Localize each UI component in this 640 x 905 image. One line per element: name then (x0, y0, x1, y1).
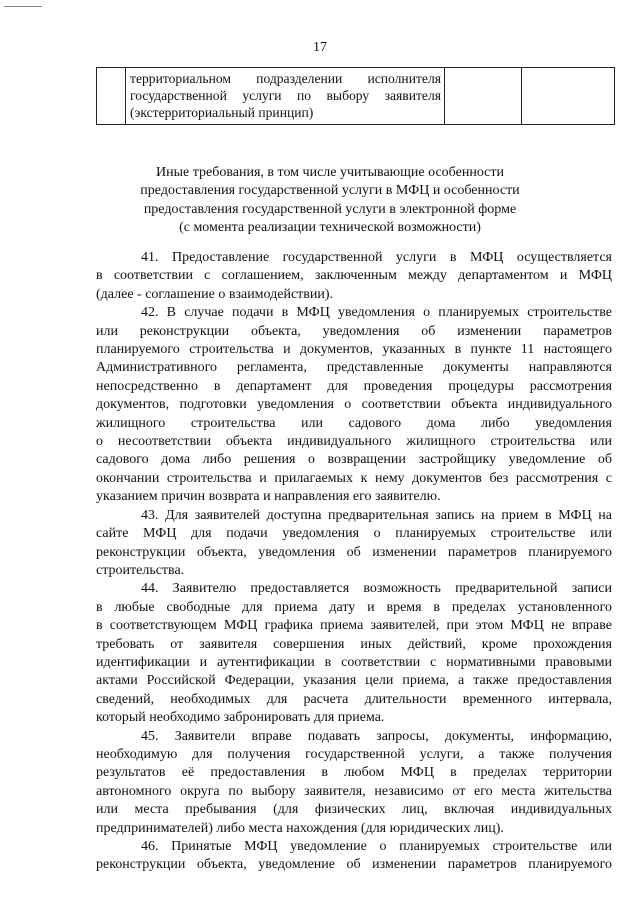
paragraph-line: необходимую для получения государственной услуги, а также получения (96, 746, 612, 762)
paragraph-line: Административного регламента, представленные документы направляются (96, 360, 612, 376)
paragraph-3 (96, 507, 612, 581)
table-cell-empty (522, 68, 615, 125)
paragraph-line: требовать от заявителя совершения иных действий, кроме прохождения (96, 636, 612, 652)
paragraph-line: строительства. (96, 562, 185, 578)
paragraph-line: реконструкции объекта, уведомление об изменении параметров планируемого (96, 857, 612, 873)
paragraph-line: 43. Для заявителей доступна предварительная запись на прием в МФЦ на (141, 507, 612, 523)
paragraph-line: в соответствии с соглашением, заключенным между департаментом и МФЦ (96, 268, 612, 284)
paragraph-line: автономного округа по выбору заявителя, независимо от его места жительства (96, 783, 612, 799)
heading-line: (с момента реализации технической возможности) (179, 220, 481, 236)
paragraph-line: предпринимателей) либо места нахождения (для юридических лиц). (96, 820, 504, 836)
continued-table (96, 67, 615, 125)
paragraph-line: 41. Предоставление государственной услуги в МФЦ осуществляется (141, 250, 612, 265)
paragraph-line: окончании строительства и прилагаемых к нему документов без рассмотрения с (96, 470, 612, 486)
paragraph-line: сведений, необходимых для расчета длительности временного интервала, (96, 691, 612, 707)
paragraph-line: сайте МФЦ для подачи уведомления о планируемых строительстве или (96, 526, 612, 542)
paragraph-line: 45. Заявители вправе подавать запросы, документы, информацию, (141, 728, 612, 744)
page-number: 17 (313, 40, 327, 55)
paragraph-line: садового дома либо решения о возвращении застройщику уведомление об (96, 452, 612, 468)
paragraph-line: или места пребывания (для физических лиц, включая индивидуальных (96, 802, 612, 818)
paragraph-line: в любые свободные для приема дату и время в пределах установленного (96, 599, 612, 615)
paragraph-1 (96, 249, 612, 304)
body-text (96, 249, 612, 875)
section-heading (70, 164, 590, 238)
paragraph-4 (96, 580, 612, 727)
paragraph-line: в соответствующем МФЦ графика приема заявителей, при этом МФЦ не вправе (96, 618, 612, 634)
paragraph-5 (96, 728, 612, 838)
paragraph-2 (96, 304, 612, 506)
table-cell-line: (экстерриториальный принцип) (130, 105, 314, 120)
table-cell-text (126, 68, 445, 125)
heading-line: предоставления государственной услуги в электронной форме (143, 201, 517, 217)
paragraph-line: жилищного строительства или садового дома либо уведомления (96, 415, 612, 431)
paragraph-line: идентификации и аутентификации в соответствии с нормативными правовыми (96, 654, 612, 670)
table-cell-empty (445, 68, 522, 125)
paragraph-line: 42. В случае подачи в МФЦ уведомления о планируемых строительстве (141, 305, 612, 321)
paragraph-line: документов, подготовки уведомления о соответствии объекта индивидуального (96, 397, 612, 413)
heading-line: предоставления государственной услуги в МФЦ и особенности (140, 183, 520, 199)
paragraph-line: который необходимо забронировать для приема. (96, 710, 385, 726)
paragraph-6 (96, 838, 612, 875)
heading-line: Иные требования, в том числе учитывающие особенности (155, 165, 504, 180)
table-cell-line: территориальном подразделении исполнителя (130, 71, 441, 86)
table-row (97, 68, 615, 125)
paragraph-line: реконструкции объекта, уведомления об изменении параметров планируемого (96, 544, 612, 560)
paragraph-line: о несоответствии объекта индивидуального жилищного строительства или (96, 434, 612, 450)
paragraph-line: 46. Принятые МФЦ уведомление о планируемых строительстве или (141, 839, 612, 854)
table-cell-number (97, 68, 126, 125)
paragraph-line: результатов её предоставления в любом МФЦ в пределах территории (96, 765, 612, 781)
paragraph-line: указанием причин возврата и направления его заявителю. (96, 489, 441, 505)
paragraph-line: актами Российской Федерации, указания цели приема, а также предоставления (96, 673, 612, 689)
paragraph-line: 44. Заявителю предоставляется возможность предварительной записи (141, 581, 612, 597)
table-cell-line: государственной услуги по выбору заявителя (130, 88, 441, 103)
paragraph-line: непосредственно в департамент для проведения процедуры рассмотрения (96, 378, 612, 394)
paragraph-line: планируемого строительства и документов, указанных в пункте 11 настоящего (96, 342, 612, 358)
paragraph-line: (далее - соглашение о взаимодействии). (96, 286, 334, 302)
corner-mark (4, 6, 42, 7)
paragraph-line: или реконструкции объекта, уведомления об изменении параметров (96, 323, 612, 339)
